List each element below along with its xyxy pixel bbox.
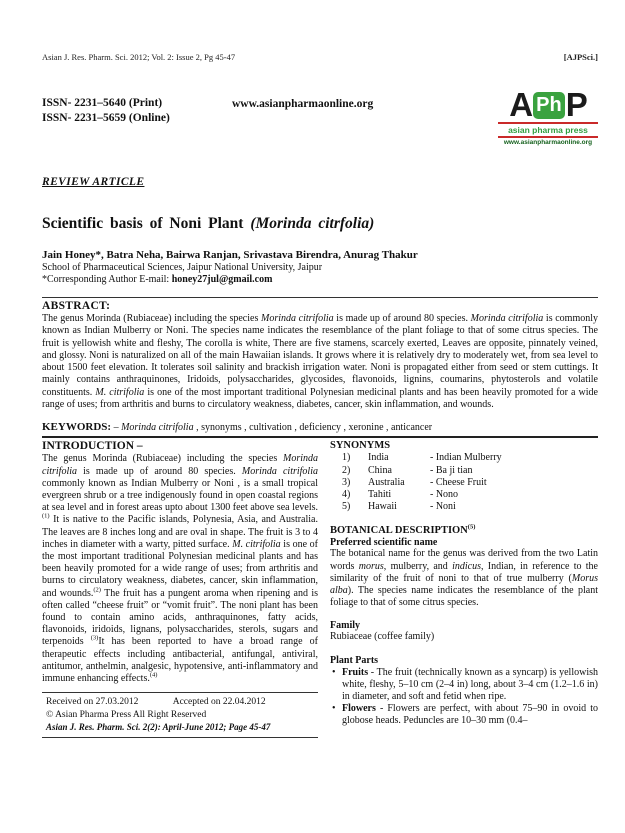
fruits-text: Fruits - The fruit (technically known as a syncarp) is yellowish white, fleshy, 5–10 cm (2–4 in) long, about 3–4 cm (1.2–1.6 in) in diameter, and soft and fetid when ripe.	[342, 666, 598, 703]
family-heading: Family	[330, 620, 360, 632]
introduction-text: The genus Morinda (Rubiaceae) including the species Morinda citrifolia is made up of around 80 species. Morinda citrifolia commonly known as Indian Mulberry or Noni , is a small tropical evergreen shrub or a tree indigenously found in open coastal regions at sea level and in forest areas upto about 1300 feet above sea levels.$^{(1)}$ It is native to the Pacific islands, Polynesia, Asia, and Australia. The leaves are 8 inches long and are oval in shape. The fruit is 3 to 4 inches in diameter with a warty, pitted surface. M. citrifolia is one of the most important traditional Polynesian medicinal plants and has been heavily promoted for a wide range of uses; from arthritis and burns to circulatory weakness, diabetes, cancer, skin inflammation, and wounds.$^{(2)}$ The fruit has a pungent aroma when ripening and is often called “cheese fruit” or “vomit fruit”. The noni plant has been found to contain amino acids, anthraquinones, fatty acids, flavonoids, iridoids, lignans, polysaccharides, sterols, sugars and terpenoids $^{(3)}$It has been reported to have a broad range of therapeutic effects including antibacterial, antifungal, antiviral, antitumor, anthelmin, analgesic, hypotensive, anti-inflammatory and immune enhancing effects.$^{(4)}$	[42, 453, 319, 685]
article-history-box	[42, 692, 318, 738]
synonyms-heading: SYNONYMS	[330, 440, 391, 452]
synonym-row	[330, 501, 598, 513]
journal-website: www.asianpharmaonline.org	[232, 98, 374, 110]
bullet-icon: •	[332, 703, 336, 715]
logo-wordmark	[498, 86, 598, 123]
copyright-line: © Asian Pharma Press All Right Reserved	[46, 709, 207, 720]
synonym-name: - Cheese Fruit	[430, 476, 487, 488]
accepted-date: Accepted on 22.04.2012	[172, 697, 266, 708]
synonym-number: 1)	[342, 452, 351, 464]
right-column	[330, 440, 598, 737]
logo-letter-a: A	[509, 86, 533, 123]
synonym-country: India	[368, 452, 389, 464]
synonym-country: China	[368, 464, 392, 476]
family-text: Rubiaceae (coffee family)	[330, 631, 435, 643]
fruits-bullet	[330, 667, 598, 704]
running-head	[42, 52, 598, 62]
journal-citation: Asian J. Res. Pharm. Sci. 2012; Vol. 2: Issue 2, Pg 45-47	[42, 52, 236, 62]
received-accepted-row	[46, 696, 318, 709]
issn-online: ISSN- 2231–5659 (Online)	[42, 112, 170, 124]
footer-citation: Asian J. Res. Pharm. Sci. 2(2): April-June 2012; Page 45-47	[46, 722, 271, 733]
introduction-heading: INTRODUCTION –	[42, 440, 143, 453]
synonyms-list	[330, 452, 598, 513]
plant-parts-list	[330, 667, 598, 728]
corresponding-author-line: *Corresponding Author E-mail: honey27jul@gmail.com	[42, 274, 273, 285]
plant-parts-heading: Plant Parts	[330, 654, 379, 666]
bullet-icon: •	[332, 666, 336, 678]
logo-letter-p: P	[565, 86, 587, 123]
flowers-bullet	[330, 703, 598, 727]
synonym-row	[330, 489, 598, 501]
issn-row	[42, 86, 598, 146]
synonym-name: - Noni	[430, 501, 456, 513]
keywords-list: – Morinda citrifolia , synonyms , cultivation , deficiency , xeronine , anticancer	[111, 422, 433, 434]
synonym-country: Hawaii	[368, 501, 397, 513]
page-title: Scientific basis of Noni Plant (Morinda citrfolia)	[42, 215, 375, 232]
publisher-logo	[498, 86, 598, 146]
received-date: Received on 27.03.2012	[46, 697, 139, 708]
synonym-number: 2)	[342, 464, 351, 476]
authors-line: Jain Honey*, Batra Neha, Bairwa Ranjan, Srivastava Birendra, Anurag Thakur	[42, 249, 418, 261]
synonym-row	[330, 477, 598, 489]
abstract-heading: ABSTRACT:	[42, 300, 111, 312]
flowers-text: Flowers - Flowers are perfect, with about 75–90 in ovoid to globose heads. Peduncles are 10–30 mm (0.4–	[342, 703, 598, 727]
synonym-number: 3)	[342, 476, 351, 488]
synonym-country: Australia	[368, 476, 405, 488]
logo-letters-ph: Ph	[533, 92, 565, 119]
synonym-name: - Ba ji tian	[430, 464, 473, 476]
section-divider	[42, 297, 598, 298]
issn-print: ISSN- 2231–5640 (Print)	[42, 97, 163, 109]
botanical-description-heading: BOTANICAL DESCRIPTION$^{(5)}$	[330, 523, 476, 537]
synonym-name: - Nono	[430, 488, 459, 500]
logo-url: www.asianpharmaonline.org	[503, 139, 593, 146]
synonym-country: Tahiti	[368, 488, 392, 500]
abstract-text: The genus Morinda (Rubiaceae) including the species Morinda citrifolia is made up of around 80 species. Morinda citrifolia is commonly known as Indian Mulberry or Noni. The species name indicates the resemblance of the plant foliage to that of some citrus species. The fruit is yellowish white and fleshy, The corolla is white, There are five stamens, scarcely exerted, Leaves are opposite, pinnately veined, and glossy. Noni is naturalized on all of the main Hawaiian islands. It grows where it is relatively dry to moderately wet, from sea level to about 1500 feet elevation. It tolerates soil salinity and brackish irrigation water. Noni is propagated either from seed or stem cuttings. It mainly contains anthraquinones, Iridoids, polysaccharides, glycosides, flavonoids, lignins, coumarins, phytosterols and volatile constituents. M. citrifolia is one of the most important traditional Polynesian medicinal plants and has been heavily promoted for a wide range of uses; from arthritis and burns to circulatory weakness, diabetes, cancer, skin inflammation, and wounds.	[42, 313, 599, 411]
preferred-name-text: The botanical name for the genus was derived from the two Latin words morus, mulberry, and indicus, Indian, in reference to the similarity of the fruit of noni to that of true mulberry (Morus alba). The species name indicates the resemblance of the plant foliage to that of some citrus species.	[330, 548, 598, 609]
synonym-row	[330, 465, 598, 477]
two-column-body	[42, 440, 598, 737]
left-column	[42, 440, 318, 737]
logo-publisher-name: asian pharma press	[498, 122, 598, 138]
affiliation-line: School of Pharmaceutical Sciences, Jaipur National University, Jaipur	[42, 262, 323, 273]
synonym-number: 4)	[342, 488, 351, 500]
article-type-label: REVIEW ARTICLE	[42, 176, 145, 188]
keywords-label: KEYWORDS:	[42, 421, 112, 434]
journal-abbrev-badge: [AJPSci.]	[563, 52, 598, 62]
synonym-row	[330, 452, 598, 464]
issn-block	[42, 96, 232, 126]
keywords-line	[42, 421, 598, 438]
synonym-name: - Indian Mulberry	[430, 452, 502, 464]
preferred-name-heading: Preferred scientific name	[330, 537, 438, 549]
synonym-number: 5)	[342, 501, 351, 513]
